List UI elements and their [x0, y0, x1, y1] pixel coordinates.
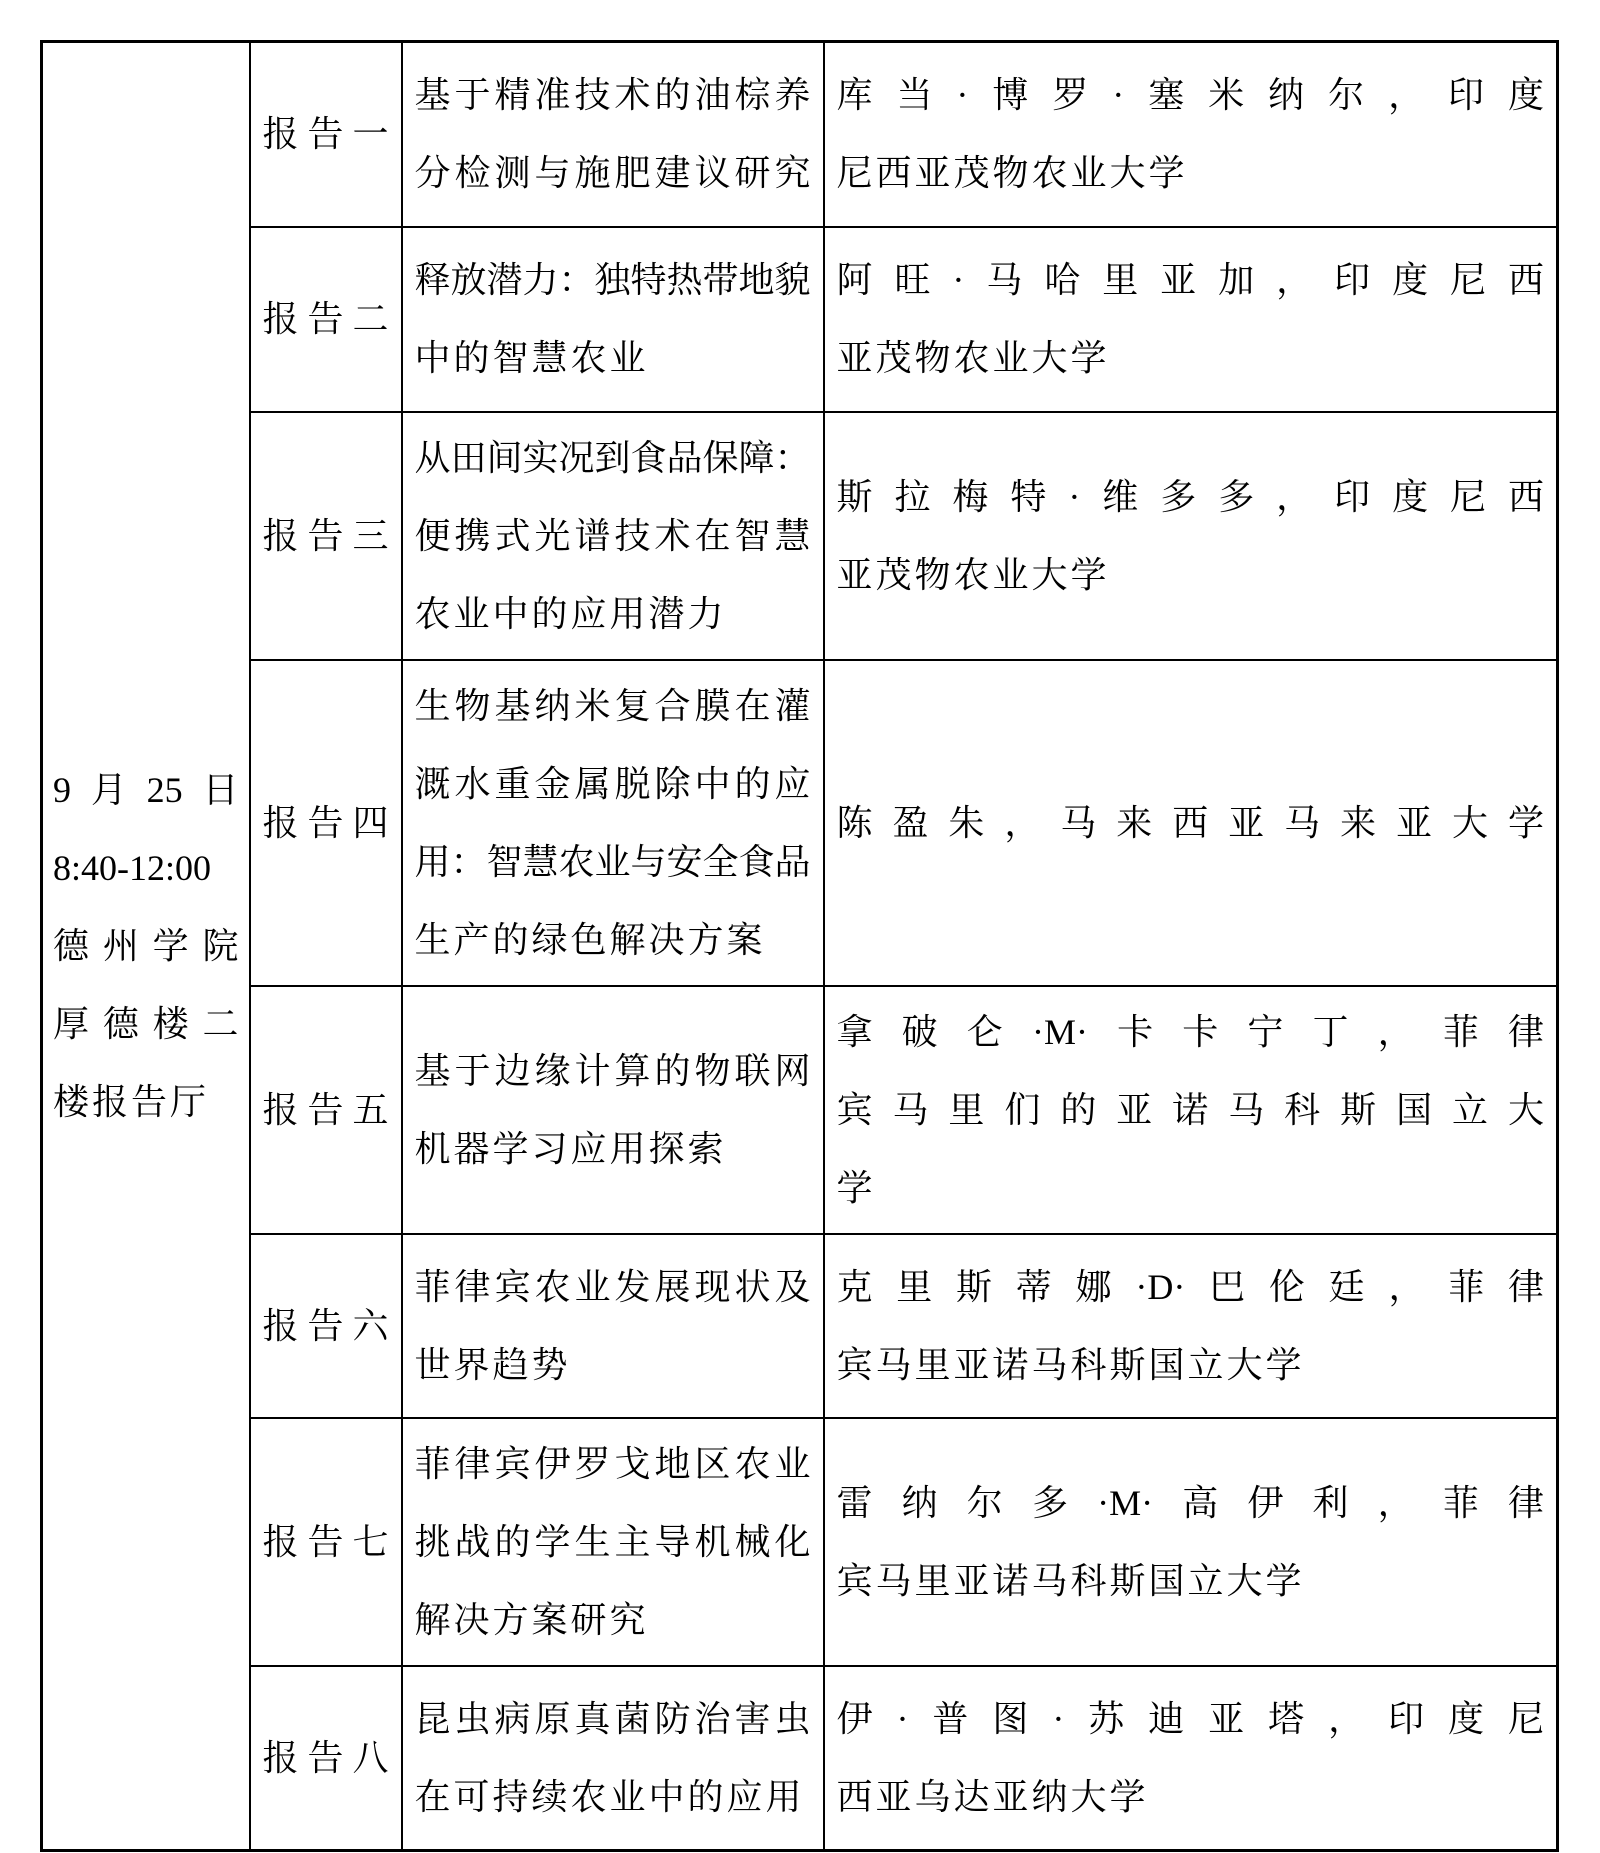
report-title-line: 溉水重金属脱除中的应 [414, 763, 811, 804]
report-title-line: 生物基纳米复合膜在灌 [414, 685, 811, 726]
report-label-cell-6 [250, 1234, 402, 1418]
report-title-line: 中的智慧农业 [414, 338, 649, 378]
report-title-line: 释放潜力：独特热带地貌 [414, 260, 811, 300]
report-title-line: 菲律宾农业发展现状及 [414, 1266, 811, 1307]
report-speaker-line: 尼西亚茂物农业大学 [836, 153, 1188, 194]
report-speaker-cell-3 [824, 412, 1558, 660]
report-row-6 [42, 1234, 1558, 1418]
report-title-cell-1 [402, 42, 824, 227]
report-title-line: 从田间实况到食品保障： [414, 437, 811, 478]
report-speaker-line: 斯拉梅特·维多多，印度尼西 [836, 476, 1544, 517]
report-speaker-cell-1 [824, 42, 1558, 227]
report-label: 报告四 [262, 802, 389, 843]
report-speaker-line: 学 [836, 1167, 876, 1208]
session-date: 9月25日 [53, 770, 239, 810]
report-label-cell-3 [250, 412, 402, 660]
report-speaker-line: 西亚乌达亚纳大学 [836, 1776, 1149, 1817]
report-title-line: 农业中的应用潜力 [414, 593, 727, 634]
report-speaker-line: 宾马里们的亚诺马科斯国立大 [836, 1089, 1544, 1130]
report-title-line: 挑战的学生主导机械化 [414, 1521, 811, 1562]
report-title-line: 分检测与施肥建议研究 [414, 153, 811, 194]
report-title-line: 便携式光谱技术在智慧 [414, 515, 811, 556]
report-title-line: 世界趋势 [414, 1344, 571, 1385]
report-speaker-line: 克里斯蒂娜·D·巴伦廷，菲律 [836, 1266, 1544, 1307]
report-title-cell-5 [402, 986, 824, 1234]
report-speaker-line: 雷纳尔多·M·高伊利，菲律 [836, 1482, 1544, 1523]
report-speaker-line: 亚茂物农业大学 [836, 554, 1110, 595]
report-title-line: 用：智慧农业与安全食品 [414, 841, 811, 882]
report-row-7 [42, 1418, 1558, 1666]
report-row-4 [42, 660, 1558, 986]
report-title-line: 基于精准技术的油棕养 [414, 75, 811, 116]
report-title-cell-2 [402, 227, 824, 412]
report-speaker-line: 伊·普图·苏迪亚塔，印度尼 [836, 1698, 1544, 1739]
report-speaker-line: 宾马里亚诺马科斯国立大学 [836, 1344, 1305, 1385]
report-label-cell-1 [250, 42, 402, 227]
session-time: 8:40-12:00 [53, 848, 211, 888]
report-speaker-line: 库当·博罗·塞米纳尔，印度 [836, 75, 1544, 116]
report-speaker-line: 宾马里亚诺马科斯国立大学 [836, 1560, 1305, 1601]
report-label: 报告六 [262, 1305, 389, 1346]
report-speaker-cell-8 [824, 1666, 1558, 1851]
report-title-cell-7 [402, 1418, 824, 1666]
report-label-cell-7 [250, 1418, 402, 1666]
report-title-line: 在可持续农业中的应用 [414, 1776, 805, 1817]
report-label: 报告二 [262, 299, 389, 339]
report-label: 报告三 [262, 515, 389, 556]
report-title-line: 昆虫病原真菌防治害虫 [414, 1698, 811, 1739]
report-title-cell-8 [402, 1666, 824, 1851]
report-label: 报告五 [262, 1089, 389, 1130]
report-title-line: 解决方案研究 [414, 1599, 649, 1640]
session-info-cell [42, 42, 250, 1851]
schedule-table [40, 40, 1559, 1852]
session-venue-line-3: 楼报告厅 [53, 1082, 210, 1122]
report-speaker-line: 阿旺·马哈里亚加，印度尼西 [836, 260, 1544, 300]
report-speaker-cell-6 [824, 1234, 1558, 1418]
session-venue-line-1: 德州学院 [53, 926, 239, 966]
report-title-cell-3 [402, 412, 824, 660]
report-label-cell-2 [250, 227, 402, 412]
report-speaker-line: 亚茂物农业大学 [836, 338, 1110, 378]
report-title-line: 基于边缘计算的物联网 [414, 1050, 811, 1091]
report-title-cell-6 [402, 1234, 824, 1418]
report-speaker-cell-7 [824, 1418, 1558, 1666]
report-title-line: 菲律宾伊罗戈地区农业 [414, 1443, 811, 1484]
report-row-3 [42, 412, 1558, 660]
session-venue-line-2: 厚德楼二 [53, 1004, 239, 1044]
report-row-8 [42, 1666, 1558, 1851]
report-label-cell-5 [250, 986, 402, 1234]
report-speaker-cell-4 [824, 660, 1558, 986]
report-speaker-cell-5 [824, 986, 1558, 1234]
report-title-line: 机器学习应用探索 [414, 1128, 727, 1169]
report-label: 报告七 [262, 1521, 389, 1562]
report-speaker-cell-2 [824, 227, 1558, 412]
report-label: 报告八 [262, 1737, 389, 1778]
report-label: 报告一 [262, 114, 389, 155]
report-title-line: 生产的绿色解决方案 [414, 919, 766, 960]
report-label-cell-8 [250, 1666, 402, 1851]
report-speaker-line: 陈盈朱，马来西亚马来亚大学 [836, 802, 1544, 843]
report-title-cell-4 [402, 660, 824, 986]
report-row-5 [42, 986, 1558, 1234]
report-row-1 [42, 42, 1558, 227]
report-speaker-line: 拿破仑·M·卡卡宁丁，菲律 [836, 1011, 1544, 1052]
report-label-cell-4 [250, 660, 402, 986]
report-row-2 [42, 227, 1558, 412]
